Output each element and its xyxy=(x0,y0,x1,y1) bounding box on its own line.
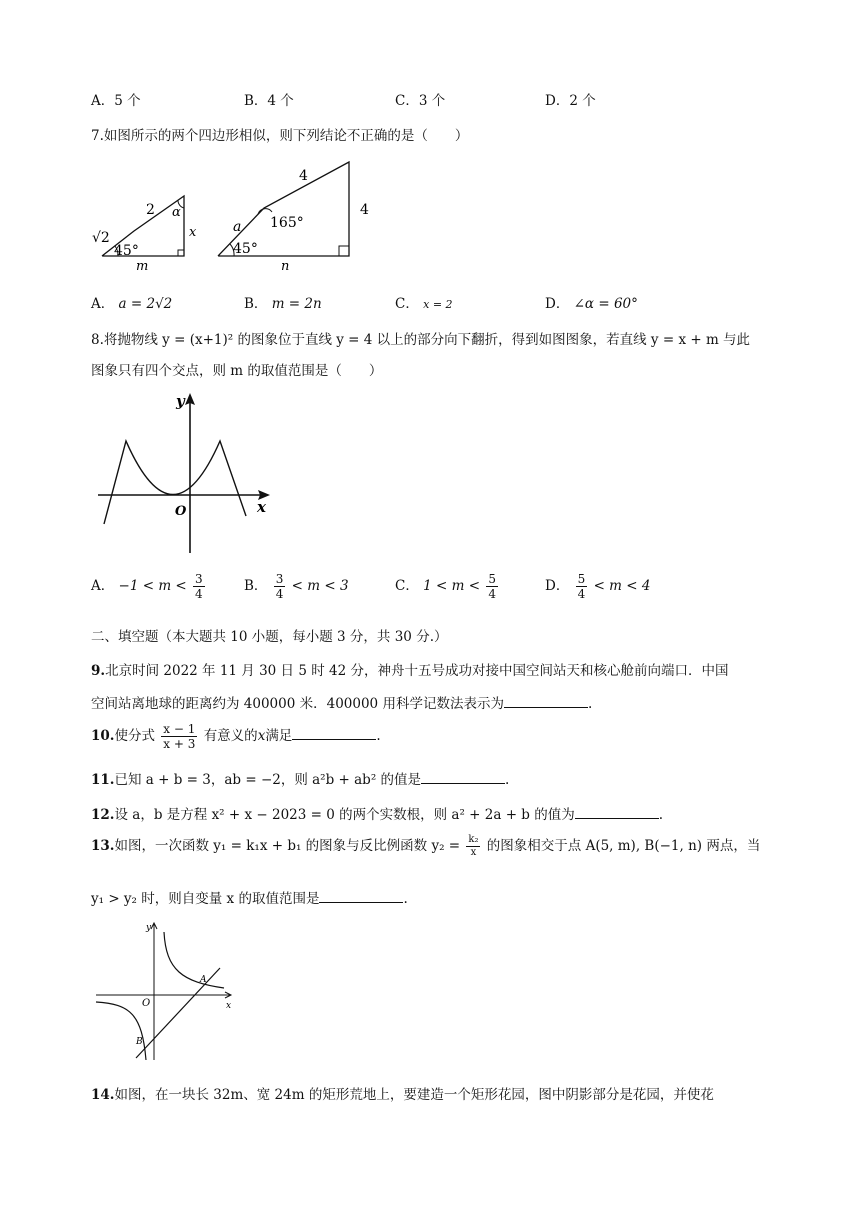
q13-fraction: $\frac{\text{k₂}}{x}$ xyxy=(468,834,479,858)
q12-answer-blank xyxy=(575,806,659,819)
q8-option-b-label: B． xyxy=(244,578,268,594)
large-side-a: a xyxy=(233,219,242,235)
q8-line1: 8.将抛物线 y = (x+1)² 的图象位于直线 y = 4 以上的部分向下翻折，得到如图图象，若直线 y = x + m 与此 xyxy=(91,332,751,348)
q8-option-d xyxy=(545,572,650,601)
q7-figure xyxy=(90,160,390,272)
q8-option-b-right: < m < 3 xyxy=(291,578,349,594)
q7-option-c-label: C． xyxy=(395,296,419,312)
q10-fraction: $\frac{x - 1}{x + 3}$ xyxy=(163,722,196,751)
q8-option-c-left: 1 < m < xyxy=(423,578,481,594)
point-a-label: A xyxy=(200,975,207,985)
q8-option-c-label: C． xyxy=(395,578,419,594)
q7-option-a-label: A． xyxy=(91,296,115,312)
q13-answer-blank xyxy=(319,890,403,903)
large-side-4-top: 4 xyxy=(299,168,308,184)
large-angle-45: 45° xyxy=(233,241,258,257)
y-axis-label: y xyxy=(176,392,185,410)
origin-label: O xyxy=(142,998,151,1009)
q7-option-d-label: D． xyxy=(545,296,570,312)
small-side-2: 2 xyxy=(146,202,155,218)
q8-option-a-label: A． xyxy=(91,578,115,594)
q10: 10.使分式 $\frac{x - 1}{x + 3}$ 有意义的x满足 . xyxy=(91,722,381,751)
large-angle-165: 165° xyxy=(270,215,304,231)
hyperbola-first-quadrant xyxy=(164,932,224,988)
q6-option-b: B．4 个 xyxy=(244,93,294,109)
small-side-x: x xyxy=(189,225,197,240)
hyperbola-third-quadrant xyxy=(96,1002,146,1060)
q7-option-c xyxy=(395,292,453,312)
q7-option-b-math: m = 2n xyxy=(271,296,322,312)
q9-answer-blank xyxy=(504,695,588,708)
q11: 11.已知 a + b = 3，ab = −2，则 a²b + ab² 的值是 . xyxy=(91,772,510,788)
q9-line2: 空间站离地球的距离约为 400000 米．400000 用科学记数法表示为 . xyxy=(91,696,593,712)
q7-option-a-math: a = 2√2 xyxy=(118,296,173,312)
q8-option-b-frac: $\frac{3}{4}$ xyxy=(275,572,284,601)
x-axis-label: x xyxy=(226,1001,232,1011)
small-side-sqrt2: √2 xyxy=(92,230,110,246)
q7-option-b-label: B． xyxy=(244,296,268,312)
q7-option-b xyxy=(244,292,322,312)
q13-figure xyxy=(92,918,240,1064)
q8-option-d-frac: $\frac{5}{4}$ xyxy=(577,572,586,601)
q14: 14.如图，在一块长 32m、宽 24m 的矩形荒地上，要建造一个矩形花园，图中阴影部分是花园，并使花 xyxy=(91,1087,714,1103)
q8-option-b xyxy=(244,572,349,601)
q8-option-a xyxy=(91,572,207,601)
q8-option-d-label: D． xyxy=(545,578,570,594)
q8-option-c-frac: $\frac{5}{4}$ xyxy=(488,572,496,601)
q10-answer-blank xyxy=(292,727,376,740)
small-angle-alpha: α xyxy=(172,205,181,220)
linear-function-line xyxy=(136,968,220,1058)
section-title: 二、填空题（本大题共 10 小题，每小题 3 分，共 30 分.） xyxy=(91,629,448,645)
q7-stem: 7.如图所示的两个四边形相似，则下列结论不正确的是（ ） xyxy=(91,128,469,144)
q13-line1: 13.如图，一次函数 y₁ = k₁x + b₁ 的图象与反比例函数 y₂ = $\frac{\text{k₂}}{x}$ 的图象相交于点 A(5, m), B(−1, n) 两点，当 xyxy=(91,834,761,858)
q8-line2: 图象只有四个交点，则 m 的取值范围是（ ） xyxy=(91,363,383,379)
q7-option-d-math: ∠α = 60° xyxy=(573,296,638,312)
q6-option-d: D．2 个 xyxy=(545,93,596,109)
q8-option-a-frac: $\frac{3}{4}$ xyxy=(195,572,203,601)
x-axis-label: x xyxy=(257,498,266,516)
q8-option-c xyxy=(395,572,500,601)
point-b-label: B xyxy=(136,1037,143,1047)
q13-line2: y₁ > y₂ 时，则自变量 x 的取值范围是 . xyxy=(91,891,408,907)
q8-figure xyxy=(92,388,282,558)
q6-option-c: C．3 个 xyxy=(395,93,446,109)
y-axis-label: y xyxy=(146,923,152,933)
large-side-4-right: 4 xyxy=(360,202,369,218)
q7-option-d xyxy=(545,292,638,312)
q11-answer-blank xyxy=(421,771,505,784)
q9-line1: 9.北京时间 2022 年 11 月 30 日 5 时 42 分，神舟十五号成功对接中国空间站天和核心舱前向端口．中国 xyxy=(91,663,729,679)
small-side-m: m xyxy=(136,259,149,272)
q8-option-a-left: −1 < m < xyxy=(118,578,187,594)
q6-option-a: A．5 个 xyxy=(91,93,141,109)
origin-label: O xyxy=(175,504,187,519)
q7-option-a xyxy=(91,292,172,312)
q8-option-d-right: < m < 4 xyxy=(593,578,651,594)
large-side-n: n xyxy=(281,259,290,272)
q7-option-c-math: x = 2 xyxy=(423,298,453,311)
small-angle-45: 45° xyxy=(114,243,139,259)
q12: 12.设 a，b 是方程 x² + x − 2023 = 0 的两个实数根，则 a² + 2a + b 的值为 . xyxy=(91,807,664,823)
